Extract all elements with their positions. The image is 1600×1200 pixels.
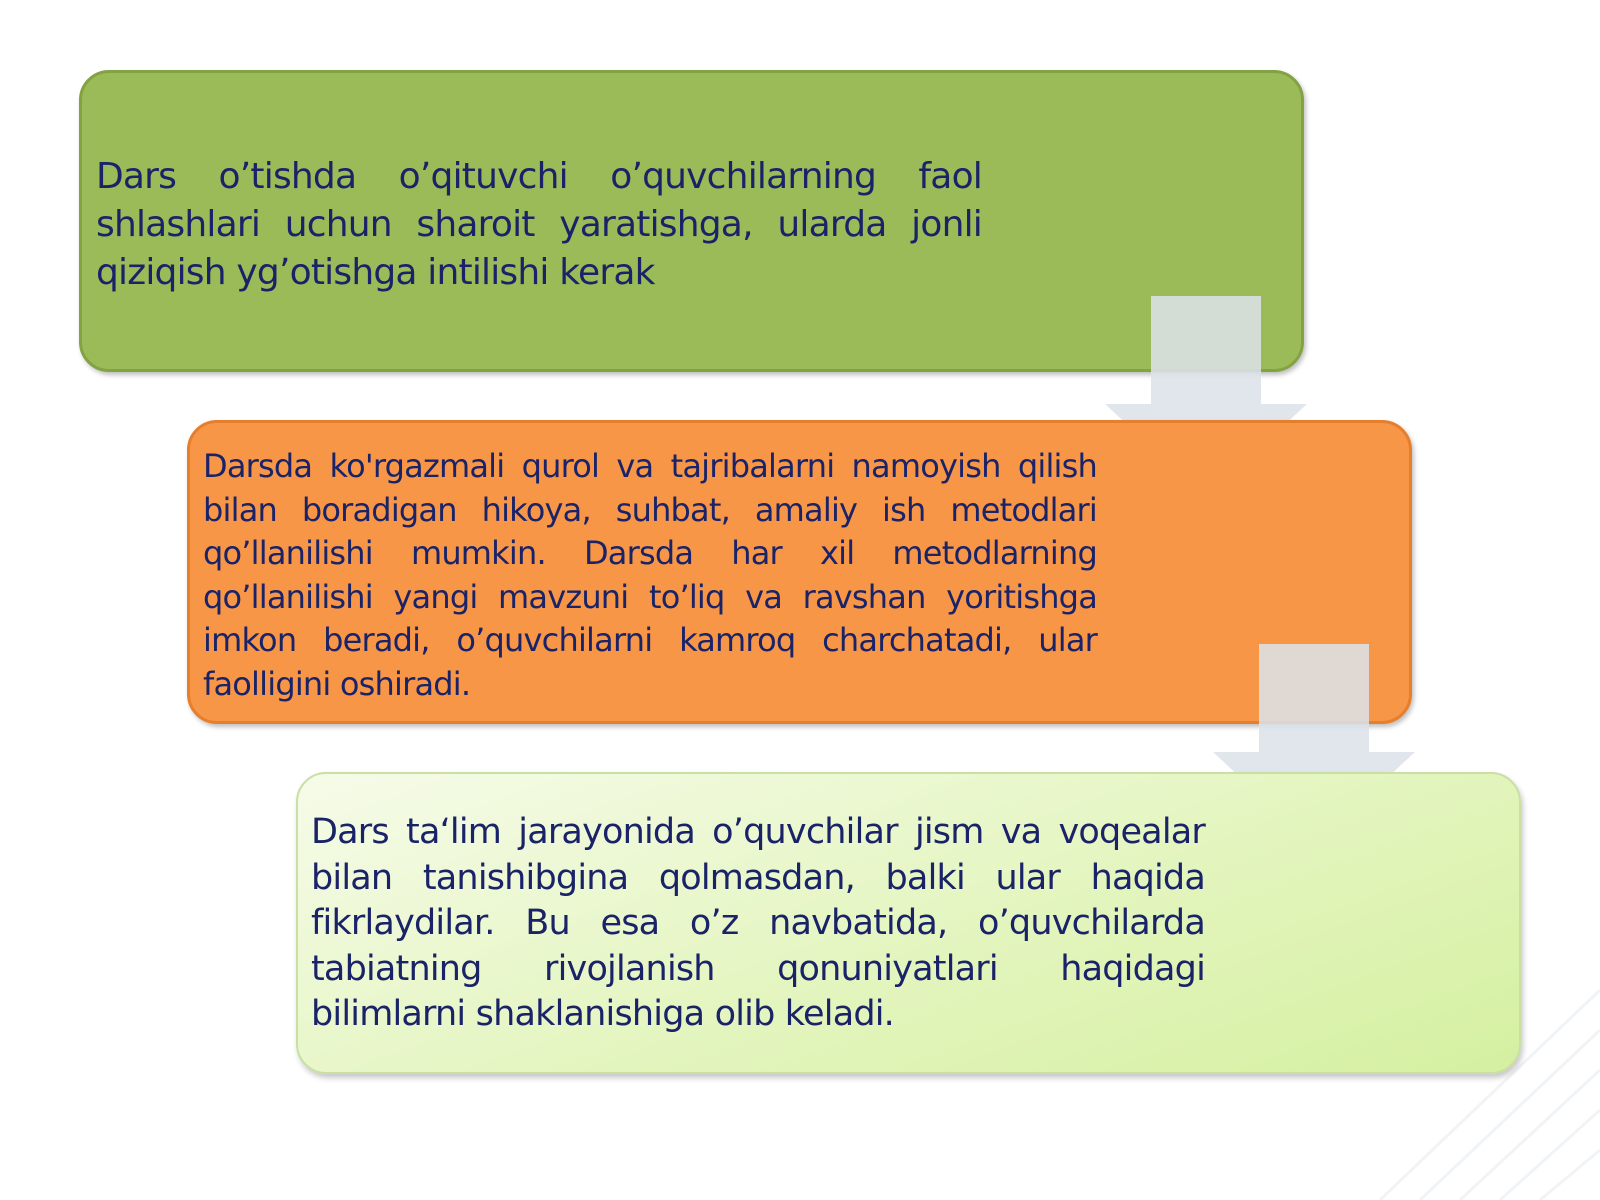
process-step-1-text: Dars o’tishda o’qituvchi o’quvchilarning faol shlashlari uchun sharoit yaratishga, ularda jonli qiziqish yg’otishga intilishi kerak: [96, 156, 982, 293]
process-step-3-text: Dars taʻlim jarayonida o’quvchilar jism va voqealar bilan tanishibgina qolmasdan, balki ular haqida fikrlaydilar. Bu esa o’z navbatida, o’quvchilarda tabiatning rivojlanish qonuniyatlari haqidagi bilimlarni shaklanishiga olib keladi.: [311, 812, 1205, 1034]
process-step-2-text: Darsda ko'rgazmali qurol va tajribalarni namoyish qilish bilan boradigan hikoya, suhbat, amaliy ish metodlari qo’llanilishi mumkin. Darsda har xil metodlarning qo’llanilishi yangi mavzuni to’liq va ravshan yoritishga imkon beradi, o’quvchilarni kamroq charchatadi, ular faolligini oshiradi.: [203, 447, 1097, 703]
process-step-3: [296, 772, 1521, 1074]
